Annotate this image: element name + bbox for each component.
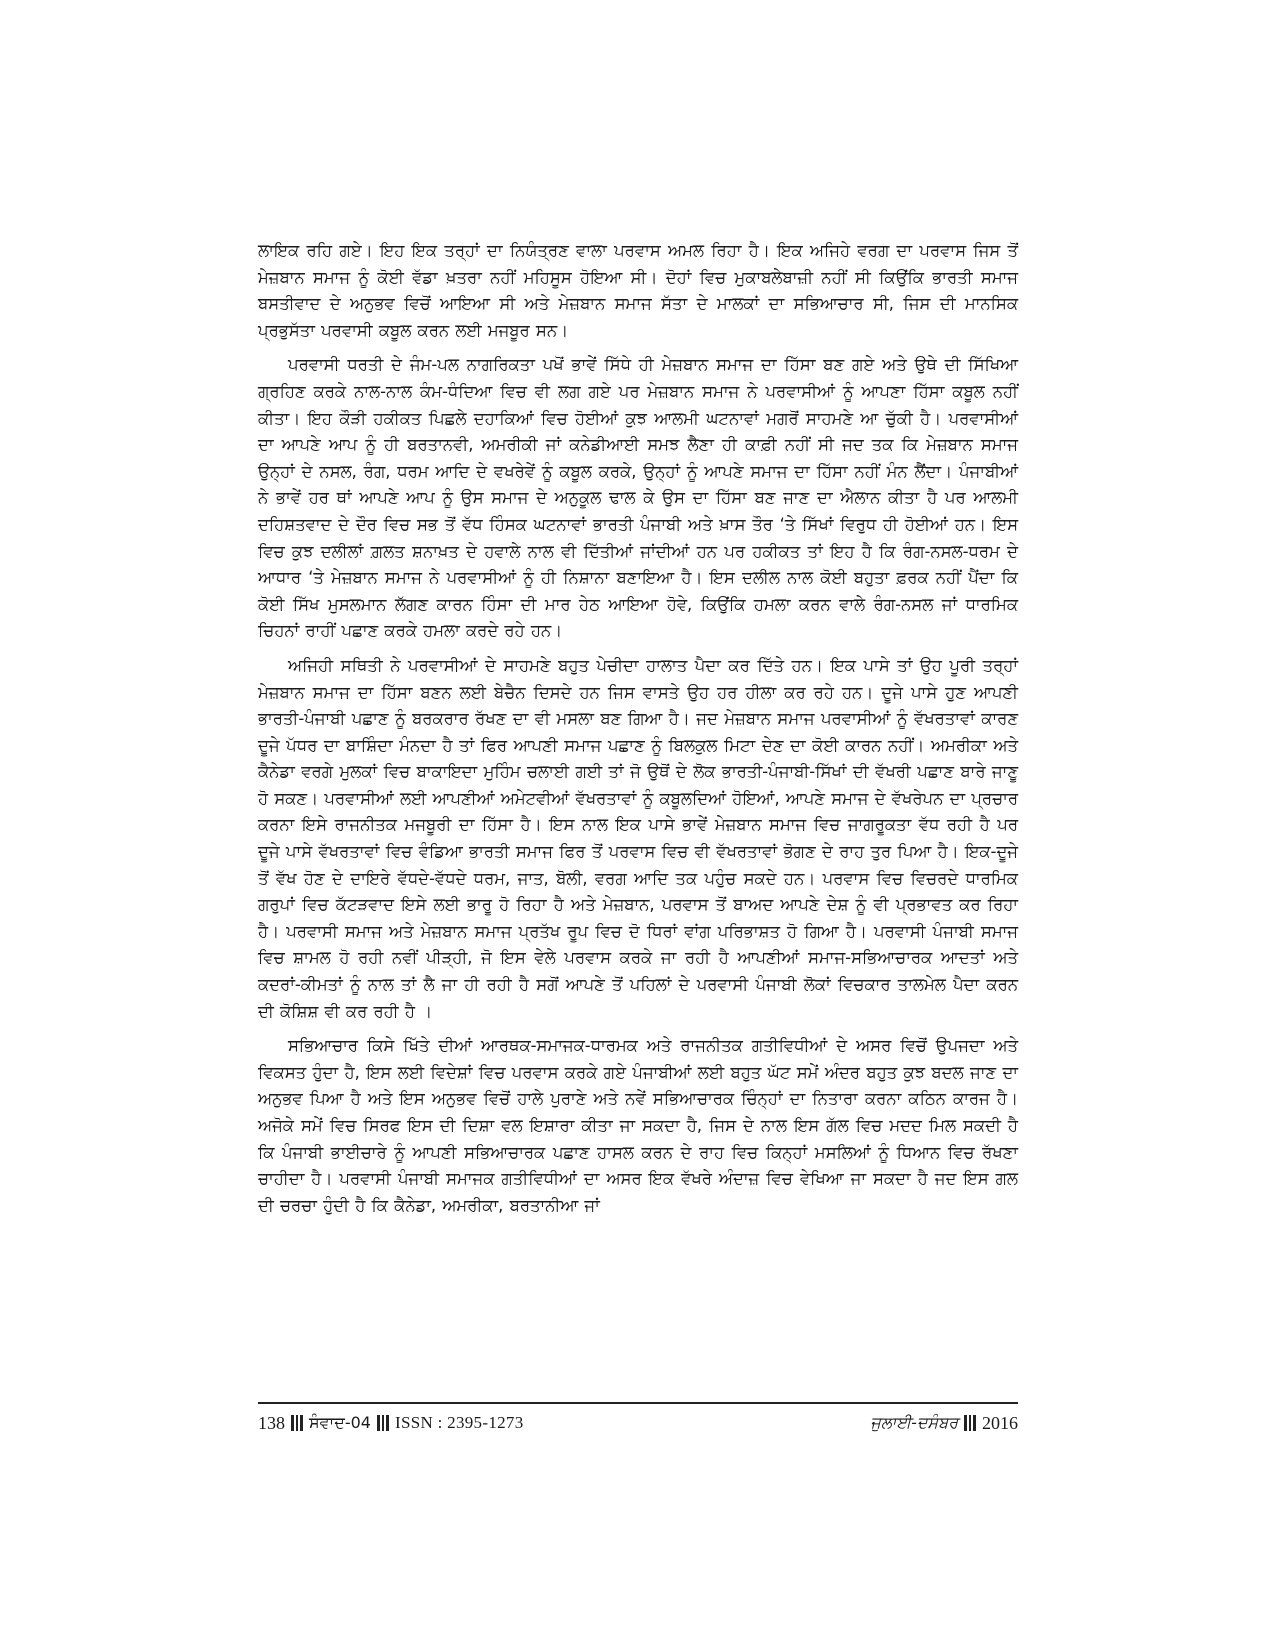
paragraph-1: ਲਾਇਕ ਰਹਿ ਗਏ। ਇਹ ਇਕ ਤਰ੍ਹਾਂ ਦਾ ਨਿਯੰਤ੍ਰਣ ਵਾਲਾ ਪਰਵਾਸ ਅਮਲ ਰਿਹਾ ਹੈ। ਇਕ ਅਜਿਹੇ ਵਰਗ ਦਾ ਪਰਵਾਸ ਜਿਸ ਤੋਂ ਮੇਜ਼ਬਾਨ ਸਮਾਜ ਨੂੰ ਕੋਈ ਵੱਡਾ ਖ਼ਤਰਾ ਨਹੀਂ ਮਹਿਸੂਸ ਹੋਇਆ ਸੀ। ਦੋਹਾਂ ਵਿਚ ਮੁਕਾਬਲੇਬਾਜ਼ੀ ਨਹੀਂ ਸੀ ਕਿਉਂਕਿ ਭਾਰਤੀ ਸਮਾਜ ਬਸਤੀਵਾਦ ਦੇ ਅਨੁਭਵ ਵਿਚੋਂ ਆਇਆ ਸੀ ਅਤੇ ਮੇਜ਼ਬਾਨ ਸਮਾਜ ਸੱਤਾ ਦੇ ਮਾਲਕਾਂ ਦਾ ਸਭਿਆਚਾਰ ਸੀ, ਜਿਸ ਦੀ ਮਾਨਸਿਕ ਪ੍ਰਭੁਸੱਤਾ ਪਰਵਾਸੀ ਕਬੂਲ ਕਰਨ ਲਈ ਮਜਬੂਰ ਸਨ। [258,241,1018,340]
issue-months: ਜੁਲਾਈ-ਦਸੰਬਰ [870,1413,958,1432]
separator-icon [377,1415,389,1431]
footer-row [258,1412,1018,1434]
footer-rule [258,1402,1018,1404]
paragraph-2: ਪਰਵਾਸੀ ਧਰਤੀ ਦੇ ਜੰਮ-ਪਲ ਨਾਗਰਿਕਤਾ ਪਖੋਂ ਭਾਵੇਂ ਸਿੱਧੇ ਹੀ ਮੇਜ਼ਬਾਨ ਸਮਾਜ ਦਾ ਹਿੱਸਾ ਬਣ ਗਏ ਅਤੇ ਉਥੇ ਦੀ ਸਿੱਖਿਆ ਗ੍ਰਹਿਣ ਕਰਕੇ ਨਾਲ-ਨਾਲ ਕੰਮ-ਧੰਦਿਆ ਵਿਚ ਵੀ ਲਗ ਗਏ ਪਰ ਮੇਜ਼ਬਾਨ ਸਮਾਜ ਨੇ ਪਰਵਾਸੀਆਂ ਨੂੰ ਆਪਣਾ ਹਿੱਸਾ ਕਬੂਲ ਨਹੀਂ ਕੀਤਾ। ਇਹ ਕੌੜੀ ਹਕੀਕਤ ਪਿਛਲੇ ਦਹਾਕਿਆਂ ਵਿਚ ਹੋਈਆਂ ਕੁਝ ਆਲਮੀ ਘਟਨਾਵਾਂ ਮਗਰੋਂ ਸਾਹਮਣੇ ਆ ਚੁੱਕੀ ਹੈ। ਪਰਵਾਸੀਆਂ ਦਾ ਆਪਣੇ ਆਪ ਨੂੰ ਹੀ ਬਰਤਾਨਵੀ, ਅਮਰੀਕੀ ਜਾਂ ਕਨੇਡੀਆਈ ਸਮਝ ਲੈਣਾ ਹੀ ਕਾਫ਼ੀ ਨਹੀਂ ਸੀ ਜਦ ਤਕ ਕਿ ਮੇਜ਼ਬਾਨ ਸਮਾਜ ਉਨ੍ਹਾਂ ਦੇ ਨਸਲ, ਰੰਗ, ਧਰਮ ਆਦਿ ਦੇ ਵਖਰੇਵੇਂ ਨੂੰ ਕਬੂਲ ਕਰਕੇ, ਉਨ੍ਹਾਂ ਨੂੰ ਆਪਣੇ ਸਮਾਜ ਦਾ ਹਿੱਸਾ ਨਹੀਂ ਮੰਨ ਲੈਂਦਾ। ਪੰਜਾਬੀਆਂ ਨੇ ਭਾਵੇਂ ਹਰ ਥਾਂ ਆਪਣੇ ਆਪ ਨੂੰ ਉਸ ਸਮਾਜ ਦੇ ਅਨੁਕੂਲ ਢਾਲ ਕੇ ਉਸ ਦਾ ਹਿੱਸਾ ਬਣ ਜਾਣ ਦਾ ਐਲਾਨ ਕੀਤਾ ਹੈ ਪਰ ਆਲਮੀ ਦਹਿਸ਼ਤਵਾਦ ਦੇ ਦੌਰ ਵਿਚ ਸਭ ਤੋਂ ਵੱਧ ਹਿੰਸਕ ਘਟਨਾਵਾਂ ਭਾਰਤੀ ਪੰਜਾਬੀ ਅਤੇ ਖ਼ਾਸ ਤੌਰ ‘ਤੇ ਸਿੱਖਾਂ ਵਿਰੁਧ ਹੀ ਹੋਈਆਂ ਹਨ। ਇਸ ਵਿਚ ਕੁਝ ਦਲੀਲਾਂ ਗ਼ਲਤ ਸ਼ਨਾਖ਼ਤ ਦੇ ਹਵਾਲੇ ਨਾਲ ਵੀ ਦਿੱਤੀਆਂ ਜਾਂਦੀਆਂ ਹਨ ਪਰ ਹਕੀਕਤ ਤਾਂ ਇਹ ਹੈ ਕਿ ਰੰਗ-ਨਸਲ-ਧਰਮ ਦੇ ਆਧਾਰ ‘ਤੇ ਮੇਜ਼ਬਾਨ ਸਮਾਜ ਨੇ ਪਰਵਾਸੀਆਂ ਨੂੰ ਹੀ ਨਿਸ਼ਾਨਾ ਬਣਾਇਆ ਹੈ। ਇਸ ਦਲੀਲ ਨਾਲ ਕੋਈ ਬਹੁਤਾ ਫ਼ਰਕ ਨਹੀਂ ਪੈਂਦਾ ਕਿ ਕੋਈ ਸਿੱਖ ਮੁਸਲਮਾਨ ਲੱਗਣ ਕਾਰਨ ਹਿੰਸਾ ਦੀ ਮਾਰ ਹੇਠ ਆਇਆ ਹੋਵੇ, ਕਿਉਂਕਿ ਹਮਲਾ ਕਰਨ ਵਾਲੇ ਰੰਗ-ਨਸਲ ਜਾਂ ਧਾਰਮਿਕ ਚਿਹਨਾਂ ਰਾਹੀਂ ਪਛਾਣ ਕਰਕੇ ਹਮਲਾ ਕਰਦੇ ਰਹੇ ਹਨ। [258,355,1018,641]
page-number: 138 [258,1413,285,1433]
issue-year: 2016 [982,1413,1018,1433]
separator-icon [291,1415,303,1431]
journal-name: ਸੰਵਾਦ-04 [309,1413,371,1432]
footer-left [258,1412,524,1434]
issn: ISSN : 2395-1273 [394,1413,524,1432]
page-content [258,238,1018,1227]
page-footer [258,1402,1018,1434]
separator-icon [964,1415,976,1431]
paragraph-3: ਅਜਿਹੀ ਸਥਿਤੀ ਨੇ ਪਰਵਾਸੀਆਂ ਦੇ ਸਾਹਮਣੇ ਬਹੁਤ ਪੇਚੀਦਾ ਹਾਲਾਤ ਪੈਦਾ ਕਰ ਦਿੱਤੇ ਹਨ। ਇਕ ਪਾਸੇ ਤਾਂ ਉਹ ਪੂਰੀ ਤਰ੍ਹਾਂ ਮੇਜ਼ਬਾਨ ਸਮਾਜ ਦਾ ਹਿੱਸਾ ਬਣਨ ਲਈ ਬੇਚੈਨ ਦਿਸਦੇ ਹਨ ਜਿਸ ਵਾਸਤੇ ਉਹ ਹਰ ਹੀਲਾ ਕਰ ਰਹੇ ਹਨ। ਦੂਜੇ ਪਾਸੇ ਹੁਣ ਆਪਣੀ ਭਾਰਤੀ-ਪੰਜਾਬੀ ਪਛਾਣ ਨੂੰ ਬਰਕਰਾਰ ਰੱਖਣ ਦਾ ਵੀ ਮਸਲਾ ਬਣ ਗਿਆ ਹੈ। ਜਦ ਮੇਜ਼ਬਾਨ ਸਮਾਜ ਪਰਵਾਸੀਆਂ ਨੂੰ ਵੱਖਰਤਾਵਾਂ ਕਾਰਣ ਦੂਜੇ ਪੱਧਰ ਦਾ ਬਾਸ਼ਿੰਦਾ ਮੰਨਦਾ ਹੈ ਤਾਂ ਫਿਰ ਆਪਣੀ ਸਮਾਜ ਪਛਾਣ ਨੂੰ ਬਿਲਕੁਲ ਮਿਟਾ ਦੇਣ ਦਾ ਕੋਈ ਕਾਰਨ ਨਹੀਂ। ਅਮਰੀਕਾ ਅਤੇ ਕੈਨੇਡਾ ਵਰਗੇ ਮੁਲਕਾਂ ਵਿਚ ਬਾਕਾਇਦਾ ਮੁਹਿੰਮ ਚਲਾਈ ਗਈ ਤਾਂ ਜੋ ਉਥੋਂ ਦੇ ਲੋਕ ਭਾਰਤੀ-ਪੰਜਾਬੀ-ਸਿੱਖਾਂ ਦੀ ਵੱਖਰੀ ਪਛਾਣ ਬਾਰੇ ਜਾਣੂ ਹੋ ਸਕਣ। ਪਰਵਾਸੀਆਂ ਲਈ ਆਪਣੀਆਂ ਅਮੇਟਵੀਆਂ ਵੱਖਰਤਾਵਾਂ ਨੂੰ ਕਬੂਲਦਿਆਂ ਹੋਇਆਂ, ਆਪਣੇ ਸਮਾਜ ਦੇ ਵੱਖਰੇਪਨ ਦਾ ਪ੍ਰਚਾਰ ਕਰਨਾ ਇਸੇ ਰਾਜਨੀਤਕ ਮਜਬੂਰੀ ਦਾ ਹਿੱਸਾ ਹੈ। ਇਸ ਨਾਲ ਇਕ ਪਾਸੇ ਭਾਵੇਂ ਮੇਜ਼ਬਾਨ ਸਮਾਜ ਵਿਚ ਜਾਗਰੂਕਤਾ ਵੱਧ ਰਹੀ ਹੈ ਪਰ ਦੂਜੇ ਪਾਸੇ ਵੱਖਰਤਾਵਾਂ ਵਿਚ ਵੰਡਿਆ ਭਾਰਤੀ ਸਮਾਜ ਫਿਰ ਤੋਂ ਪਰਵਾਸ ਵਿਚ ਵੀ ਵੱਖਰਤਾਵਾਂ ਭੋਗਣ ਦੇ ਰਾਹ ਤੁਰ ਪਿਆ ਹੈ। ਇਕ-ਦੂਜੇ ਤੋਂ ਵੱਖ ਹੋਣ ਦੇ ਦਾਇਰੇ ਵੱਧਦੇ-ਵੱਧਦੇ ਧਰਮ, ਜਾਤ, ਬੋਲੀ, ਵਰਗ ਆਦਿ ਤਕ ਪਹੁੰਚ ਸਕਦੇ ਹਨ। ਪਰਵਾਸ ਵਿਚ ਵਿਚਰਦੇ ਧਾਰਮਿਕ ਗਰੁਪਾਂ ਵਿਚ ਕੱਟੜਵਾਦ ਇਸੇ ਲਈ ਭਾਰੂ ਹੋ ਰਿਹਾ ਹੈ ਅਤੇ ਮੇਜ਼ਬਾਨ, ਪਰਵਾਸ ਤੋਂ ਬਾਅਦ ਆਪਣੇ ਦੇਸ਼ ਨੂੰ ਵੀ ਪ੍ਰਭਾਵਤ ਕਰ ਰਿਹਾ ਹੈ। ਪਰਵਾਸੀ ਸਮਾਜ ਅਤੇ ਮੇਜ਼ਬਾਨ ਸਮਾਜ ਪ੍ਰਤੱਖ ਰੂਪ ਵਿਚ ਦੋ ਧਿਰਾਂ ਵਾਂਗ ਪਰਿਭਾਸ਼ਤ ਹੋ ਗਿਆ ਹੈ। ਪਰਵਾਸੀ ਪੰਜਾਬੀ ਸਮਾਜ ਵਿਚ ਸ਼ਾਮਲ ਹੋ ਰਹੀ ਨਵੀਂ ਪੀੜ੍ਹੀ, ਜੋ ਇਸ ਵੇਲੇ ਪਰਵਾਸ ਕਰਕੇ ਜਾ ਰਹੀ ਹੈ ਆਪਣੀਆਂ ਸਮਾਜ-ਸਭਿਆਚਾਰਕ ਆਦਤਾਂ ਅਤੇ ਕਦਰਾਂ-ਕੀਮਤਾਂ ਨੂੰ ਨਾਲ ਤਾਂ ਲੈ ਜਾ ਹੀ ਰਹੀ ਹੈ ਸਗੋਂ ਆਪਣੇ ਤੋਂ ਪਹਿਲਾਂ ਦੇ ਪਰਵਾਸੀ ਪੰਜਾਬੀ ਲੋਕਾਂ ਵਿਚਕਾਰ ਤਾਲਮੇਲ ਪੈਦਾ ਕਰਨ ਦੀ ਕੋਸ਼ਿਸ਼ ਵੀ ਕਰ ਰਹੀ ਹੈ । [258,655,1018,1021]
footer-right [870,1412,1018,1434]
article-body [258,238,1018,1219]
paragraph-4: ਸਭਿਆਚਾਰ ਕਿਸੇ ਖਿੱਤੇ ਦੀਆਂ ਆਰਥਕ-ਸਮਾਜਕ-ਧਾਰਮਕ ਅਤੇ ਰਾਜਨੀਤਕ ਗਤੀਵਿਧੀਆਂ ਦੇ ਅਸਰ ਵਿਚੋਂ ਉਪਜਦਾ ਅਤੇ ਵਿਕਸਤ ਹੁੰਦਾ ਹੈ, ਇਸ ਲਈ ਵਿਦੇਸ਼ਾਂ ਵਿਚ ਪਰਵਾਸ ਕਰਕੇ ਗਏ ਪੰਜਾਬੀਆਂ ਲਈ ਬਹੁਤ ਘੱਟ ਸਮੇਂ ਅੰਦਰ ਬਹੁਤ ਕੁਝ ਬਦਲ ਜਾਣ ਦਾ ਅਨੁਭਵ ਪਿਆ ਹੈ ਅਤੇ ਇਸ ਅਨੁਭਵ ਵਿਚੋਂ ਹਾਲੇ ਪੁਰਾਣੇ ਅਤੇ ਨਵੇਂ ਸਭਿਆਚਾਰਕ ਚਿੰਨ੍ਹਾਂ ਦਾ ਨਿਤਾਰਾ ਕਰਨਾ ਕਠਿਨ ਕਾਰਜ ਹੈ। ਅਜੋਕੇ ਸਮੇਂ ਵਿਚ ਸਿਰਫ ਇਸ ਦੀ ਦਿਸ਼ਾ ਵਲ ਇਸ਼ਾਰਾ ਕੀਤਾ ਜਾ ਸਕਦਾ ਹੈ, ਜਿਸ ਦੇ ਨਾਲ ਇਸ ਗੱਲ ਵਿਚ ਮਦਦ ਮਿਲ ਸਕਦੀ ਹੈ ਕਿ ਪੰਜਾਬੀ ਭਾਈਚਾਰੇ ਨੂੰ ਆਪਣੀ ਸਭਿਆਚਾਰਕ ਪਛਾਣ ਹਾਸਲ ਕਰਨ ਦੇ ਰਾਹ ਵਿਚ ਕਿਨ੍ਹਾਂ ਮਸਲਿਆਂ ਨੂੰ ਧਿਆਨ ਵਿਚ ਰੱਖਣਾ ਚਾਹੀਦਾ ਹੈ। ਪਰਵਾਸੀ ਪੰਜਾਬੀ ਸਮਾਜਕ ਗਤੀਵਿਧੀਆਂ ਦਾ ਅਸਰ ਇਕ ਵੱਖਰੇ ਅੰਦਾਜ਼ ਵਿਚ ਵੇਖਿਆ ਜਾ ਸਕਦਾ ਹੈ ਜਦ ਇਸ ਗਲ ਦੀ ਚਰਚਾ ਹੁੰਦੀ ਹੈ ਕਿ ਕੈਨੇਡਾ, ਅਮਰੀਕਾ, ਬਰਤਾਨੀਆ ਜਾਂ [258,1036,1018,1215]
